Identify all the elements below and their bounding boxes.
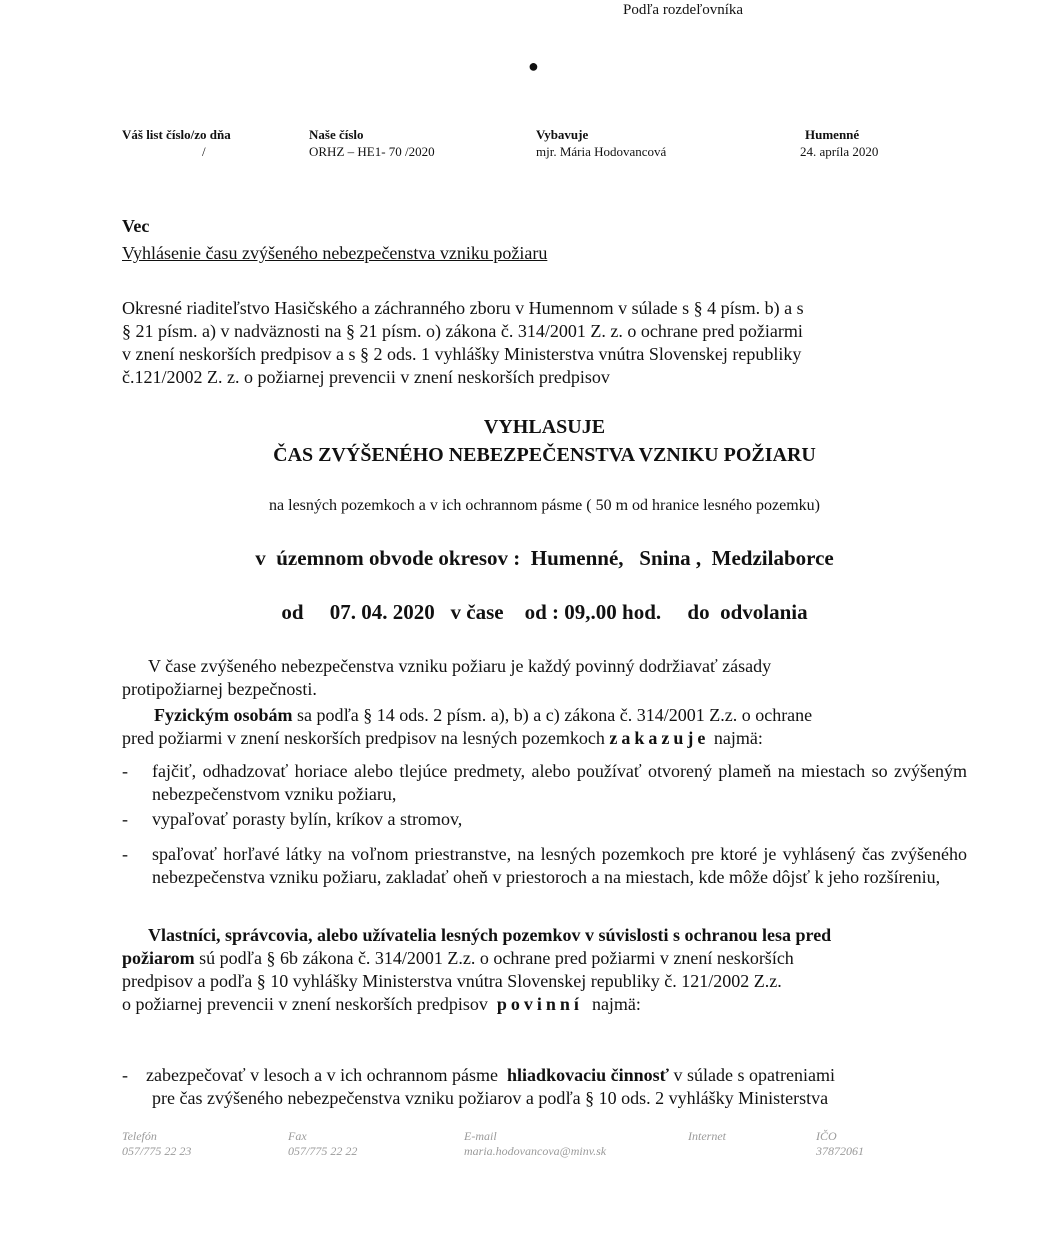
list-dash: - [122, 809, 128, 829]
footer-email-label: E-mail [464, 1129, 497, 1143]
footer-email-value: maria.hodovancova@minv.sk [464, 1144, 607, 1158]
natural-persons-bold: Fyzickým osobám [154, 705, 293, 725]
paragraph-line: Vlastníci, správcovia, alebo užívatelia lesných pozemkov v súvislosti s ochranou lesa pred [148, 925, 832, 945]
obligation-line: pre čas zvýšeného nebezpečenstva vzniku požiarov a podľa § 10 ods. 2 vyhlášky Ministerstva [152, 1088, 829, 1108]
obligation-text: zabezpečovať v lesoch a v ich ochrannom pásme [146, 1065, 508, 1085]
obligation-line [146, 1064, 967, 1087]
prohibition-item [122, 808, 967, 831]
prohibition-item [122, 843, 967, 889]
declaration-scope: na lesných pozemkoch a v ich ochrannom pásme ( 50 m od hranice lesného pozemku) [269, 497, 820, 514]
paragraph-text: o požiarnej prevencii v znení neskorších predpisov [122, 994, 497, 1014]
footer-ico-value: 37872061 [816, 1144, 864, 1158]
obligation-text: v súlade s opatreniami [668, 1065, 835, 1085]
paragraph-line: V čase zvýšeného nebezpečenstva vzniku požiaru je každý povinný dodržiavať zásady [148, 656, 772, 676]
obligation-item [122, 1064, 967, 1110]
declaration-title: VYHLASUJE [483, 416, 606, 438]
handled-by-label: Vybavuje [536, 127, 589, 142]
subject-text: Vyhlásenie času zvýšeného nebezpečenstva vzniku požiaru [122, 243, 548, 263]
place-label: Humenné [805, 127, 860, 142]
footer-internet-label: Internet [688, 1129, 726, 1143]
list-dash: - [122, 761, 128, 781]
declaration-period: od 07. 04. 2020 v čase od : 09,.00 hod. do odvolania [281, 600, 808, 624]
intro-paragraph [122, 297, 967, 389]
prohibited-word: zakazuje [609, 728, 710, 748]
distribution-note: Podľa rozdeľovníka [623, 2, 744, 18]
our-number-label: Naše číslo [309, 127, 364, 142]
list-dash: - [122, 1065, 128, 1085]
footer-ico-label: IČO [816, 1129, 837, 1143]
fire-bold: požiarom [122, 948, 195, 968]
footer-phone-value: 057/775 22 23 [122, 1144, 192, 1158]
handled-by-value: mjr. Mária Hodovancová [536, 144, 667, 159]
paragraph-line [122, 704, 967, 727]
intro-line: č.121/2002 Z. z. o požiarnej prevencii v znení neskorších predpisov [122, 367, 610, 387]
paragraph-line: predpisov a podľa § 10 vyhlášky Ministerstva vnútra Slovenskej republiky č. 121/2002 Z.z. [122, 971, 782, 991]
prohibition-item [122, 760, 967, 806]
obliged-word: povinní [496, 994, 583, 1014]
date-value: 24. apríla 2020 [800, 144, 879, 159]
paragraph-text: sú podľa § 6b zákona č. 314/2001 Z.z. o ochrane pred požiarmi v znení neskorších [194, 948, 794, 968]
footer-phone-label: Telefón [122, 1129, 157, 1143]
general-duty-paragraph [122, 655, 967, 701]
natural-persons-paragraph [122, 704, 967, 750]
paragraph-line [122, 947, 967, 970]
prohibition-text: fajčiť, odhadzovať horiace alebo tlejúce predmety, alebo používať otvorený plameň na miestach so zvýšeným nebezpečenstvom vzniku požiaru, [152, 761, 967, 804]
paragraph-line [122, 727, 967, 750]
subject-label: Vec [122, 216, 150, 236]
paragraph-text: najmä: [582, 994, 641, 1014]
footer-fax-label: Fax [288, 1129, 307, 1143]
list-dash: - [122, 844, 128, 864]
paragraph-line [122, 993, 967, 1016]
your-letter-label: Váš list číslo/zo dňa [122, 127, 231, 142]
paragraph-text: pred požiarmi v znení neskorších predpisov na lesných pozemkoch [122, 728, 610, 748]
paragraph-text: sa podľa § 14 ods. 2 písm. a), b) a c) zákona č. 314/2001 Z.z. o ochrane [292, 705, 813, 725]
bullet-dot-icon: ● [528, 56, 539, 76]
our-number-value: ORHZ – HE1- 70 /2020 [309, 144, 435, 159]
paragraph-text: najmä: [709, 728, 763, 748]
prohibition-text: spaľovať horľavé látky na voľnom priestranstve, na lesných pozemkoch pre ktoré je vyhlásený čas zvýšeného nebezpečenstva vzniku požiaru, zakladať oheň v priestoroch a na miestach, kde môže dôjsť k jeho rozšíreniu, [152, 844, 967, 887]
intro-line: v znení neskorších predpisov a s § 2 ods. 1 vyhlášky Ministerstva vnútra Slovenskej republiky [122, 344, 802, 364]
paragraph-line: protipožiarnej bezpečnosti. [122, 679, 317, 699]
intro-line: § 21 písm. a) v nadväznosti na § 21 písm. o) zákona č. 314/2001 Z. z. o ochrane pred požiarmi [122, 321, 803, 341]
your-letter-value: / [202, 144, 206, 159]
prohibition-text: vypaľovať porasty bylín, kríkov a stromov, [152, 809, 463, 829]
patrol-bold: hliadkovaciu činnosť [507, 1065, 669, 1085]
footer-fax-value: 057/775 22 22 [288, 1144, 358, 1158]
declaration-subtitle: ČAS ZVÝŠENÉHO NEBEZPEČENSTVA VZNIKU POŽIARU [273, 444, 816, 466]
intro-line: Okresné riaditeľstvo Hasičského a záchranného zboru v Humennom v súlade s § 4 písm. b) a s [122, 298, 804, 318]
owners-paragraph [122, 924, 967, 1016]
declaration-districts: v územnom obvode okresov : Humenné, Snina , Medzilaborce [255, 546, 834, 570]
